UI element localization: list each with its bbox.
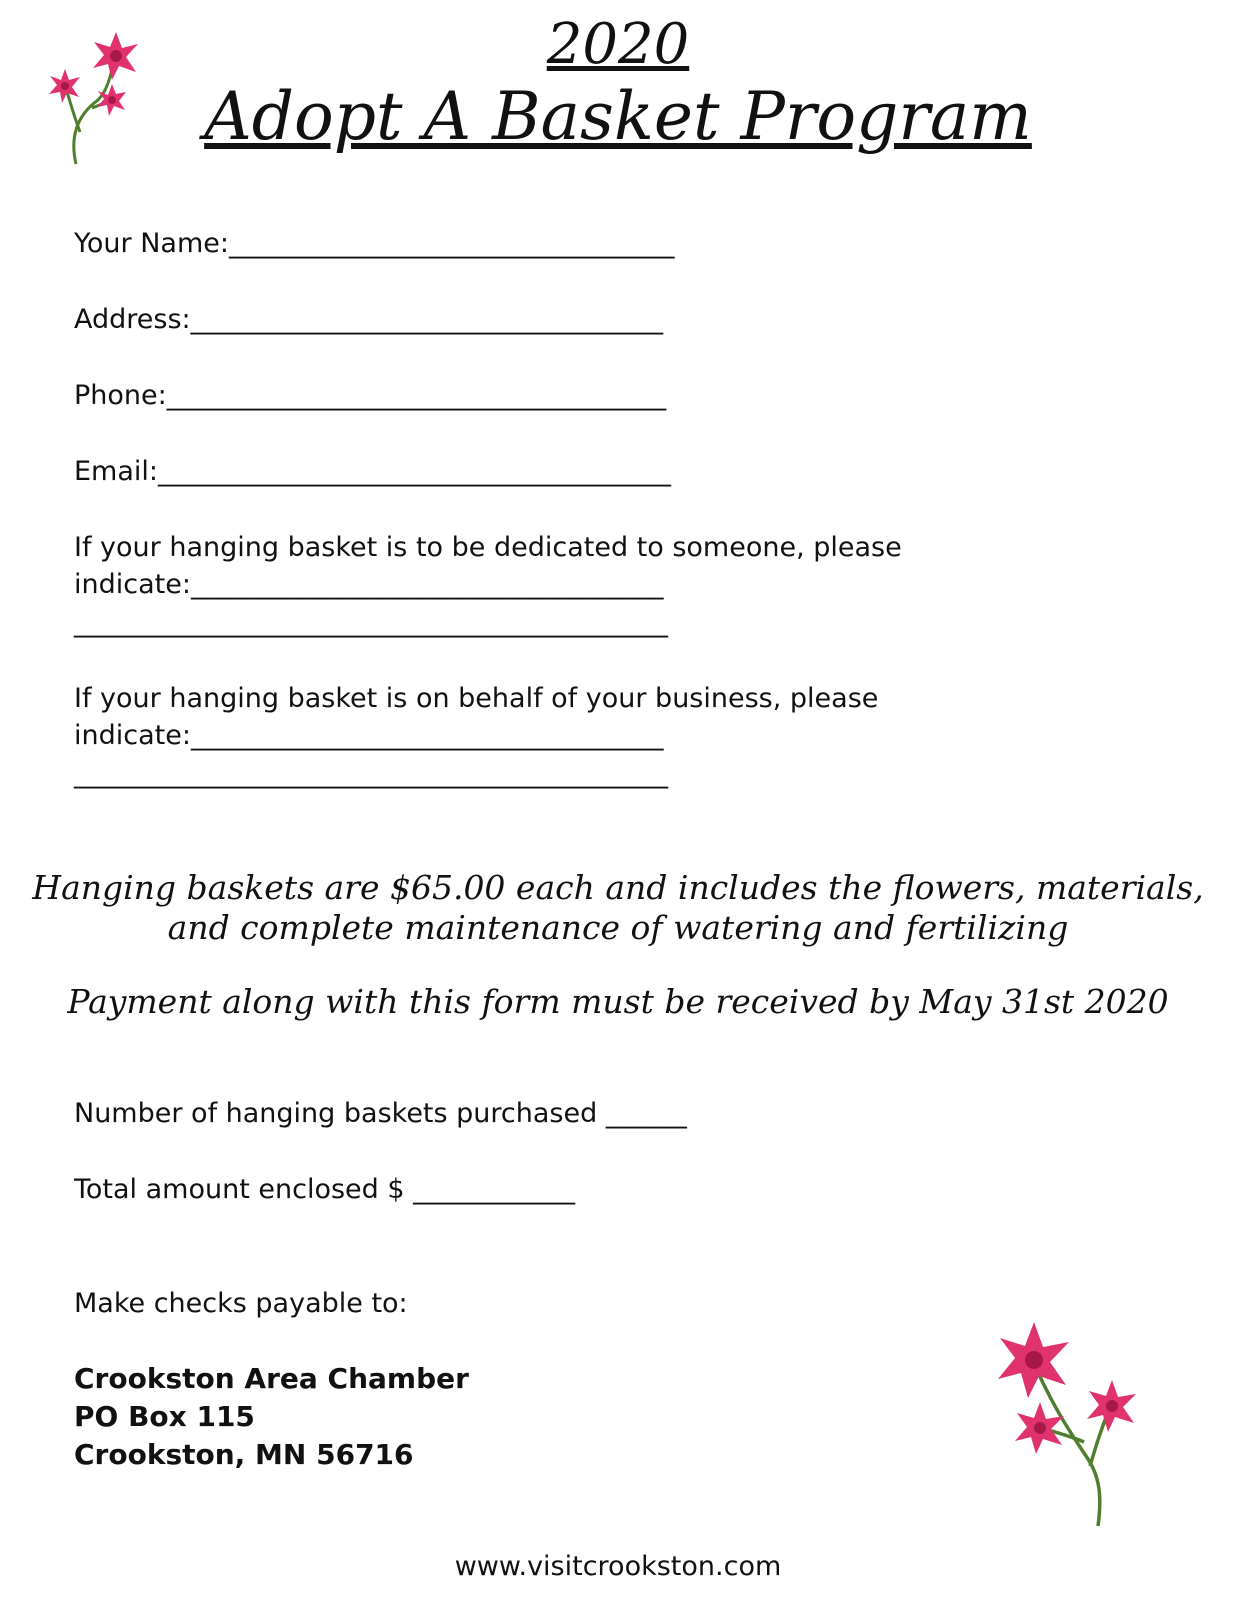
total-amount-field[interactable]: Total amount enclosed $ ____________ — [74, 1174, 576, 1205]
dedication-prompt: If your hanging basket is to be dedicated to someone, please — [74, 532, 902, 563]
address-field[interactable]: Address:___________________________________ — [74, 304, 664, 335]
flower-icon — [1087, 1380, 1136, 1432]
payee-name: Crookston Area Chamber — [74, 1362, 469, 1395]
flower-decoration-bottom-right — [990, 1316, 1150, 1530]
flower-icon — [97, 84, 126, 116]
form-title: Adopt A Basket Program — [204, 78, 1032, 155]
dedication-field-continued[interactable]: ____________________________________________ — [74, 607, 668, 638]
name-field[interactable]: Your Name:_________________________________ — [74, 228, 675, 259]
form-year: 2020 — [546, 12, 690, 77]
business-field-continued[interactable]: ____________________________________________ — [74, 758, 668, 789]
price-notice-line2: and complete maintenance of watering and fertilizing — [167, 908, 1069, 947]
phone-field[interactable]: Phone:_____________________________________ — [74, 380, 667, 411]
flower-icon — [93, 32, 138, 80]
business-field[interactable]: indicate:___________________________________ — [74, 720, 664, 751]
flower-decoration-top-left — [44, 28, 154, 170]
website-link[interactable]: www.visitcrookston.com — [454, 1551, 782, 1582]
flower-icon — [49, 69, 80, 103]
payee-city: Crookston, MN 56716 — [74, 1438, 414, 1471]
basket-count-field[interactable]: Number of hanging baskets purchased ______ — [74, 1098, 687, 1129]
price-notice-line1: Hanging baskets are $65.00 each and includes the flowers, materials, — [32, 868, 1204, 907]
payable-label: Make checks payable to: — [74, 1288, 408, 1319]
payment-deadline: Payment along with this form must be received by May 31st 2020 — [67, 982, 1169, 1021]
flower-icon — [998, 1322, 1069, 1398]
payee-po-box: PO Box 115 — [74, 1400, 255, 1433]
business-prompt: If your hanging basket is on behalf of your business, please — [74, 683, 879, 714]
dedication-field[interactable]: indicate:___________________________________ — [74, 569, 664, 600]
email-field[interactable]: Email:______________________________________ — [74, 456, 672, 487]
